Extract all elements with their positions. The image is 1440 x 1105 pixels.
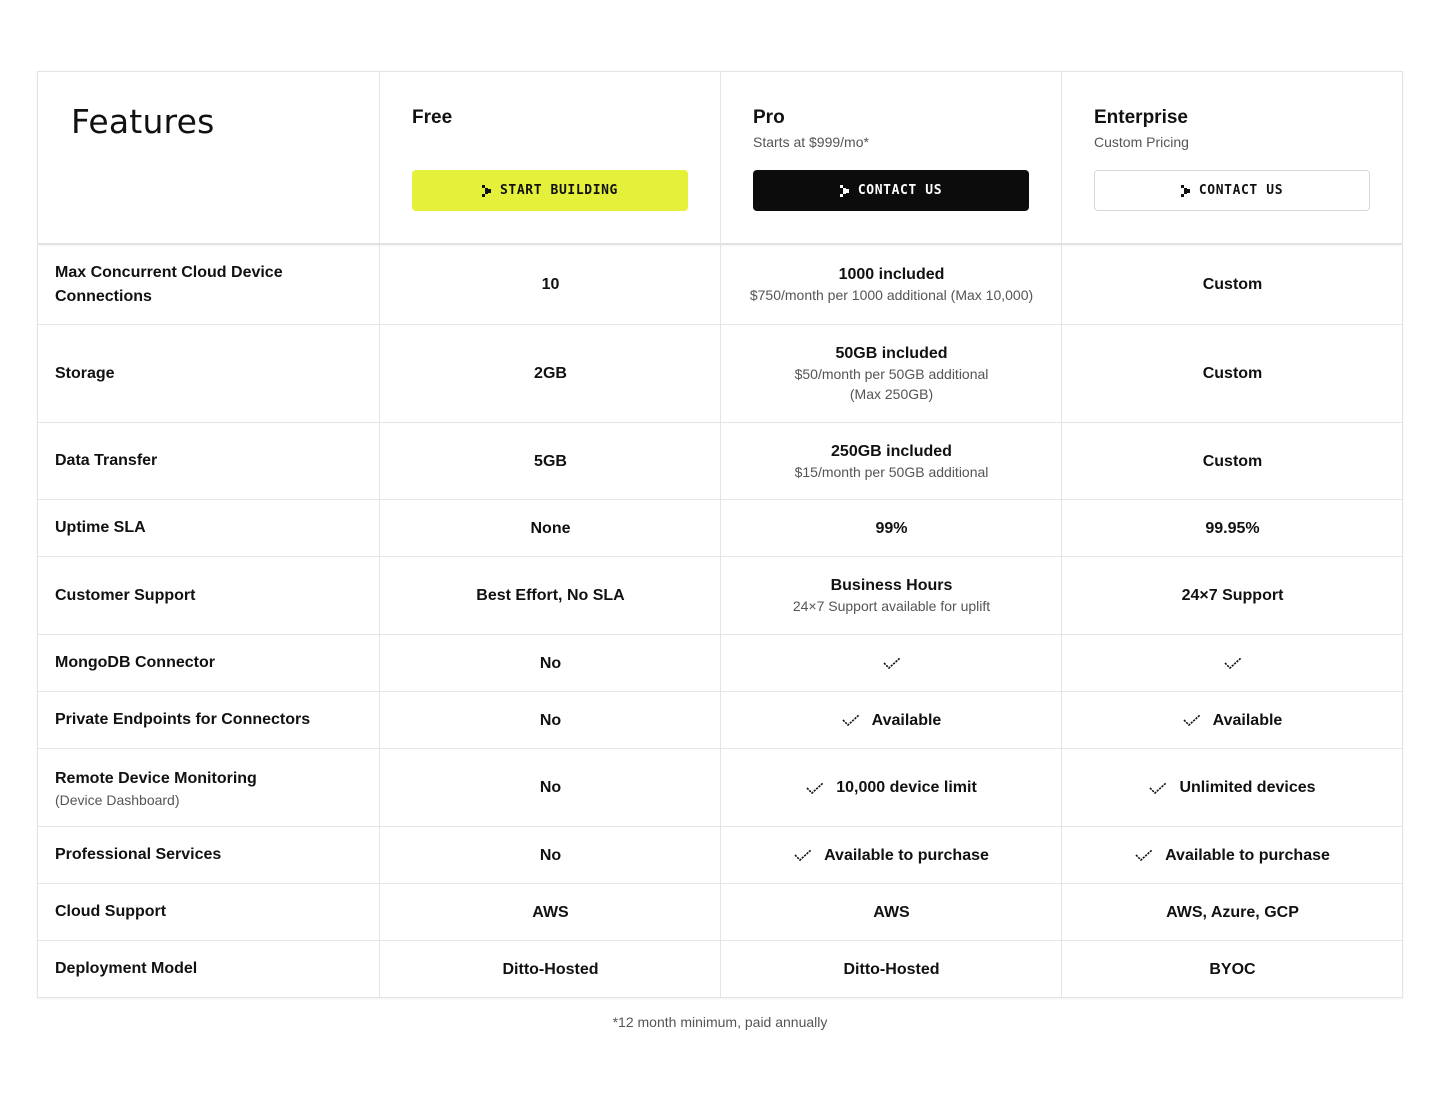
cell-value: 5GB (534, 452, 567, 470)
feature-label: Max Concurrent Cloud Device Connections (55, 263, 283, 305)
cell-pro (721, 557, 1062, 634)
cell-enterprise (1062, 749, 1403, 826)
table-row-feature (38, 635, 379, 691)
cell-value: Available (871, 711, 942, 729)
feature-label: MongoDB Connector (55, 654, 215, 671)
cell-enterprise (1062, 635, 1403, 691)
cell-enterprise (1062, 692, 1403, 748)
checkmark-icon (794, 849, 812, 861)
cell-note: (Max 250GB) (849, 386, 934, 402)
table-row-feature (38, 749, 379, 826)
cell-value: Available to purchase (1165, 846, 1330, 864)
plan-name: Pro (753, 107, 785, 128)
start-building-button[interactable] (412, 170, 688, 211)
cell-value: 99% (875, 519, 908, 537)
feature-label: Customer Support (55, 586, 196, 604)
cell-value: No (539, 654, 562, 672)
feature-label: Uptime SLA (55, 519, 146, 536)
cell-pro (721, 692, 1062, 748)
button-label: START BUILDING (500, 183, 618, 198)
plan-header-enterprise (1062, 72, 1403, 243)
cell-value: Business Hours (830, 577, 953, 594)
cell-enterprise (1062, 245, 1403, 324)
cell-free (380, 245, 721, 324)
cell-free (380, 692, 721, 748)
table-row-feature (38, 557, 379, 634)
table-row-feature (38, 245, 379, 324)
plan-name: Free (412, 107, 453, 128)
table-row-feature (38, 941, 379, 997)
cell-value-with-check (1149, 777, 1315, 798)
cell-pro (721, 500, 1062, 556)
cell-value: Available (1212, 711, 1283, 729)
cell-enterprise (1062, 325, 1403, 422)
checkmark-icon (1135, 849, 1153, 861)
cell-pro (721, 749, 1062, 826)
cell-enterprise (1062, 884, 1403, 940)
cell-free (380, 423, 721, 499)
feature-label: Professional Services (55, 846, 222, 863)
checkmark-icon (1149, 782, 1167, 794)
feature-sublabel: (Device Dashboard) (55, 791, 180, 808)
cell-enterprise (1062, 941, 1403, 997)
table-row-feature (38, 827, 379, 883)
plan-header-free (380, 72, 721, 243)
cell-pro (721, 884, 1062, 940)
cell-value: Best Effort, No SLA (476, 587, 625, 604)
cell-free (380, 941, 721, 997)
cell-value: No (539, 846, 562, 864)
plan-price: Starts at $999/mo* (753, 134, 869, 150)
contact-us-button-enterprise[interactable] (1094, 170, 1370, 211)
cell-value: Custom (1202, 452, 1263, 470)
feature-label: Storage (55, 364, 115, 382)
cell-value: Custom (1202, 365, 1263, 382)
cell-free (380, 884, 721, 940)
cell-value: No (539, 779, 562, 796)
cell-value-with-check (794, 845, 989, 866)
cell-pro (721, 325, 1062, 422)
cell-value: BYOC (1209, 960, 1256, 978)
cell-pro (721, 941, 1062, 997)
table-row-feature (38, 500, 379, 556)
cell-note: 24×7 Support available for uplift (792, 598, 991, 614)
cell-pro (721, 245, 1062, 324)
cell-value: No (539, 711, 562, 729)
button-label: CONTACT US (857, 183, 943, 198)
cell-enterprise (1062, 557, 1403, 634)
pixel-arrow-icon (1181, 185, 1190, 197)
cell-value: 24×7 Support (1181, 587, 1284, 604)
cell-pro (721, 423, 1062, 499)
cell-value: 2GB (534, 365, 567, 382)
features-heading: Features (71, 102, 215, 141)
cell-value-with-check (842, 710, 942, 731)
cell-value: AWS, Azure, GCP (1166, 903, 1299, 921)
button-label: CONTACT US (1198, 183, 1284, 198)
cell-value: 10 (541, 276, 560, 293)
checkmark-icon (842, 714, 860, 726)
plan-header-pro (721, 72, 1062, 243)
cell-value: None (530, 519, 571, 537)
feature-label: Data Transfer (55, 452, 158, 469)
pixel-arrow-icon (482, 185, 491, 197)
cell-value: Available to purchase (824, 846, 989, 864)
cell-enterprise (1062, 500, 1403, 556)
cell-value: Custom (1202, 276, 1263, 293)
feature-label: Private Endpoints for Connectors (55, 711, 311, 728)
cell-value: 10,000 device limit (836, 779, 977, 796)
cell-value: AWS (873, 903, 910, 921)
cell-value-with-check (806, 777, 977, 798)
contact-us-button-pro[interactable] (753, 170, 1029, 211)
cell-free (380, 557, 721, 634)
cell-note: $50/month per 50GB additional (794, 366, 989, 382)
cell-enterprise (1062, 827, 1403, 883)
pixel-arrow-icon (840, 185, 849, 197)
table-row-feature (38, 423, 379, 499)
feature-label: Cloud Support (55, 903, 167, 920)
cell-free (380, 325, 721, 422)
cell-value: Unlimited devices (1179, 779, 1316, 796)
table-row-feature (38, 325, 379, 422)
cell-value-with-check (1135, 845, 1330, 866)
plan-price: Custom Pricing (1094, 134, 1189, 150)
checkmark-icon (1183, 714, 1201, 726)
cell-note: $750/month per 1000 additional (Max 10,000) (749, 287, 1034, 303)
cell-value: 50GB included (835, 345, 948, 362)
cell-value: 99.95% (1205, 519, 1260, 537)
plan-name: Enterprise (1094, 107, 1188, 128)
cell-pro (721, 635, 1062, 691)
cell-value: AWS (532, 903, 569, 921)
checkmark-icon (883, 657, 901, 669)
table-row-feature (38, 692, 379, 748)
feature-label: Deployment Model (55, 960, 198, 977)
cell-free (380, 749, 721, 826)
checkmark-icon (806, 782, 824, 794)
pricing-footnote: *12 month minimum, paid annually (612, 1014, 828, 1030)
checkmark-icon (1224, 657, 1242, 669)
cell-free (380, 827, 721, 883)
feature-label: Remote Device Monitoring (55, 769, 257, 787)
cell-value: Ditto-Hosted (843, 960, 940, 978)
cell-value-with-check (1183, 710, 1283, 731)
cell-enterprise (1062, 423, 1403, 499)
cell-value: 250GB included (831, 442, 952, 460)
table-row-feature (38, 884, 379, 940)
cell-free (380, 635, 721, 691)
pricing-comparison-table (37, 71, 1403, 998)
cell-pro (721, 827, 1062, 883)
cell-free (380, 500, 721, 556)
cell-value: Ditto-Hosted (502, 960, 599, 978)
cell-value: 1000 included (838, 266, 945, 283)
cell-note: $15/month per 50GB additional (794, 463, 989, 480)
